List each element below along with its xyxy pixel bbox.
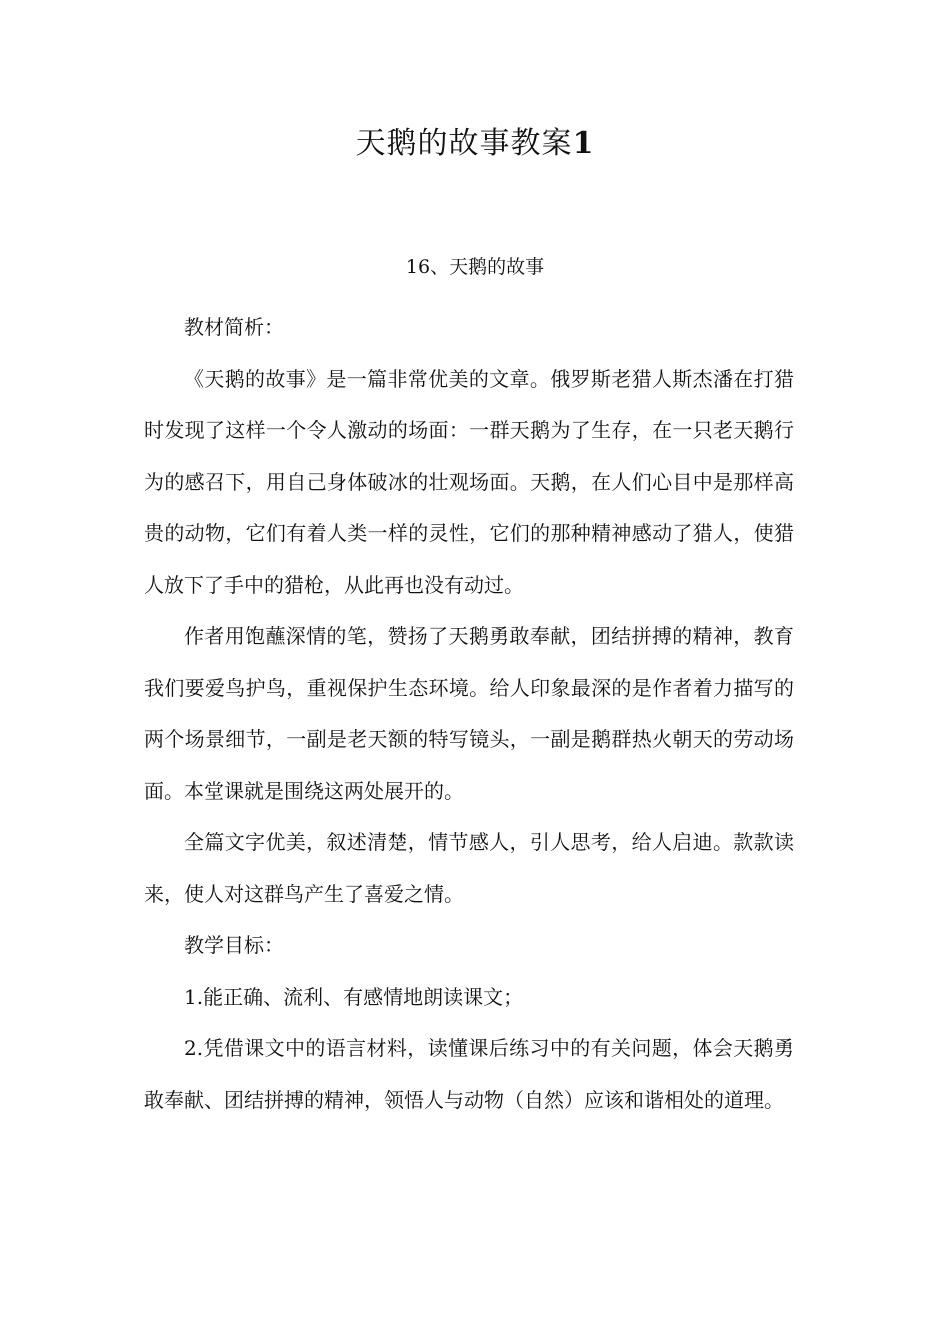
document-body [144,302,794,1126]
goal-item-2: 2.凭借课文中的语言材料，读懂课后练习中的有关问题，体会天鹅勇敢奉献、团结拼搏的精神，领悟人与动物（自然）应该和谐相处的道理。 [144,1036,794,1112]
paragraph-author: 作者用饱蘸深情的笔，赞扬了天鹅勇敢奉献，团结拼搏的精神，教育我们要爱鸟护鸟，重视保护生态环境。给人印象最深的是作者着力描写的两个场景细节，一副是老天额的特写镜头，一副是鹅群热火朝天的劳动场面。本堂课就是围绕这两处展开的。 [144,624,794,803]
lesson-subtitle: 16、天鹅的故事 [405,256,545,278]
paragraph-intro: 《天鹅的故事》是一篇非常优美的文章。俄罗斯老猎人斯杰潘在打猎时发现了这样一个令人激动的场面：一群天鹅为了生存，在一只老天鹅行为的感召下，用自己身体破冰的壮观场面。天鹅，在人们心目中是那样高贵的动物，它们有着人类一样的灵性，它们的那种精神感动了猎人，使猎人放下了手中的猎枪，从此再也没有动过。 [144,366,794,597]
title-text: 天鹅的故事教案 [355,126,573,161]
title-number: 1 [572,126,595,161]
goal-item-1: 1.能正确、流利、有感情地朗读课文； [184,984,524,1009]
section-heading-analysis: 教材简析： [184,315,284,339]
document-title [0,122,950,166]
section-heading-goals: 教学目标： [184,933,284,957]
paragraph-summary: 全篇文字优美，叙述清楚，情节感人，引人思考，给人启迪。款款读来，使人对这群鸟产生了喜爱之情。 [144,830,794,906]
